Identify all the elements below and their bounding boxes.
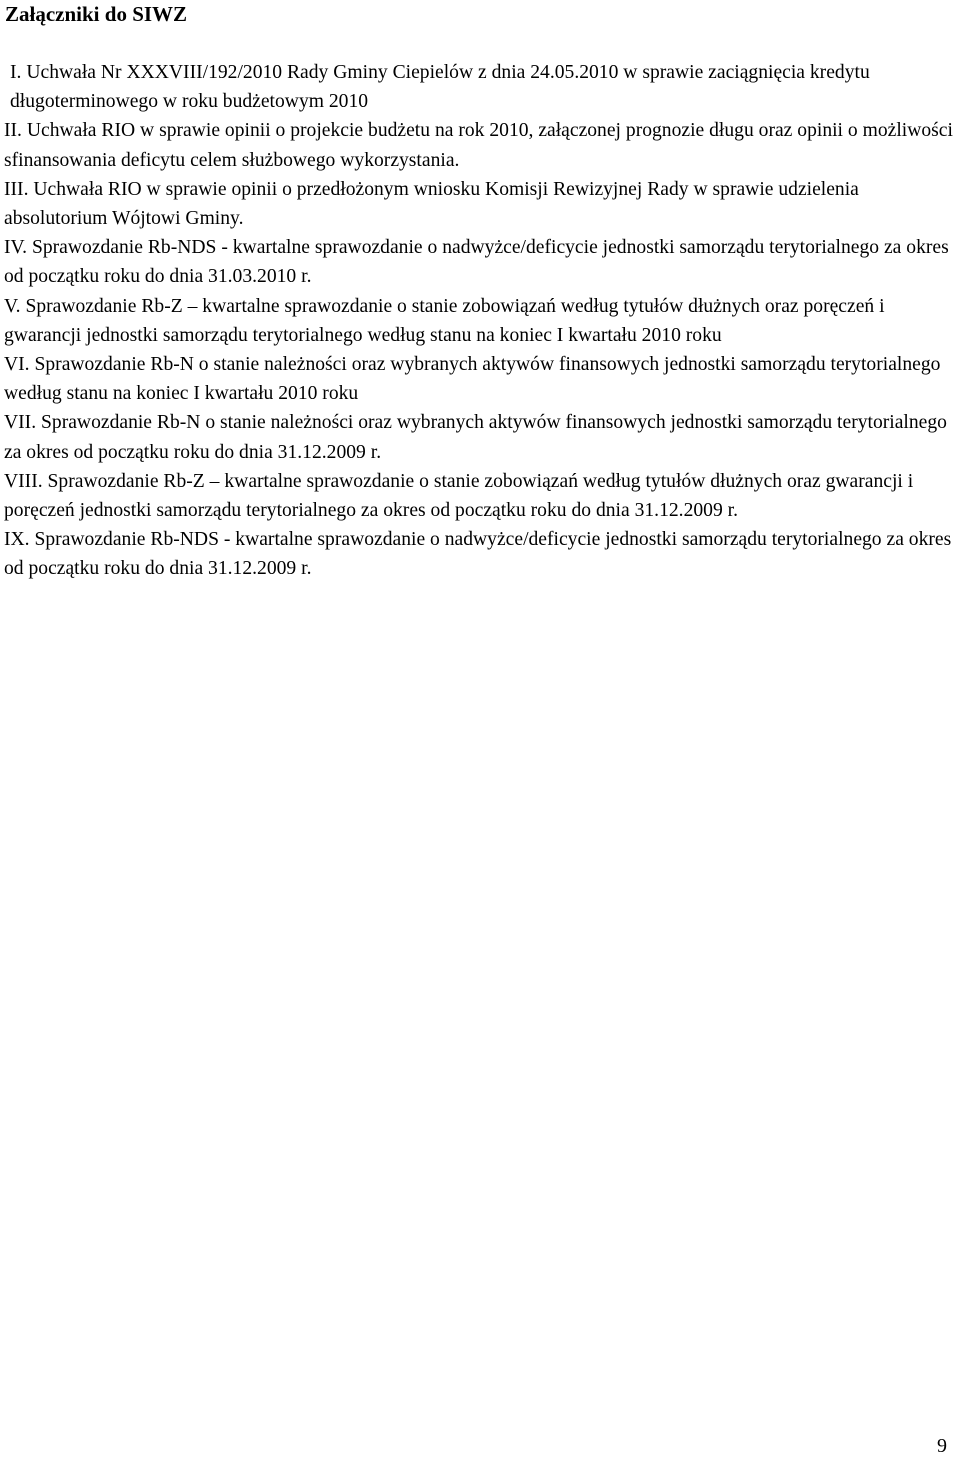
item-text: Sprawozdanie Rb-N o stanie należności oraz wybranych aktywów finansowych jednostki samorządu terytorialnego według stanu na koniec I kwartału 2010 roku [4,354,941,405]
item-numeral: II. [4,120,22,142]
item-numeral: IX. [4,529,30,551]
item-numeral: I. [10,62,22,83]
item-text: Uchwała RIO w sprawie opinii o przedłożonym wniosku Komisji Rewizyjnej Rady w sprawie udzielenia absolutorium Wójtowi Gminy. [4,178,859,230]
item-text: Sprawozdanie Rb-NDS - kwartalne sprawozdanie o nadwyżce/deficycie jednostki samorządu terytorialnego za okres od początku roku do dnia 31.03.2010 r. [4,237,949,288]
list-item [4,350,956,408]
list-item [4,58,956,116]
item-numeral: VI. [4,354,30,376]
list-item [4,116,956,174]
page-title: Załączniki do SIWZ [5,2,188,26]
item-numeral: VIII. [4,470,43,492]
item-text: Uchwała RIO w sprawie opinii o projekcie budżetu na rok 2010, załączonej prognozie długu oraz opinii o możliwości sfinansowania deficytu celem służbowego wykorzystania. [4,120,953,171]
item-numeral: IV. [4,237,28,259]
attachment-list [4,58,956,584]
item-text: Sprawozdanie Rb-Z – kwartalne sprawozdanie o stanie zobowiązań według tytułów dłużnych oraz gwarancji i poręczeń jednostki samorządu terytorialnego za okres od początku roku do dnia 31.12.2009 r. [4,470,914,522]
item-numeral: V. [4,295,21,317]
list-item [4,292,956,350]
list-item [4,175,956,233]
page-number: 9 [937,1435,947,1457]
item-text: Sprawozdanie Rb-N o stanie należności oraz wybranych aktywów finansowych jednostki samorządu terytorialnego za okres od początku roku do dnia 31.12.2009 r. [4,412,947,463]
list-item [4,467,956,525]
item-text: Sprawozdanie Rb-NDS - kwartalne sprawozdanie o nadwyżce/deficycie jednostki samorządu terytorialnego za okres od początku roku do dnia 31.12.2009 r. [4,529,952,580]
list-item [4,525,956,583]
item-numeral: III. [4,178,29,200]
list-item [4,233,956,291]
item-text: Sprawozdanie Rb-Z – kwartalne sprawozdanie o stanie zobowiązań według tytułów dłużnych oraz poręczeń i gwarancji jednostki samorządu terytorialnego według stanu na koniec I kwartału 2010 roku [4,295,885,346]
item-numeral: VII. [4,412,37,434]
list-item [4,408,956,466]
item-text: Uchwała Nr XXXVIII/192/2010 Rady Gminy Ciepielów z dnia 24.05.2010 w sprawie zaciągnięcia kredytu długoterminowego w roku budżetowym 2010 [10,62,870,113]
